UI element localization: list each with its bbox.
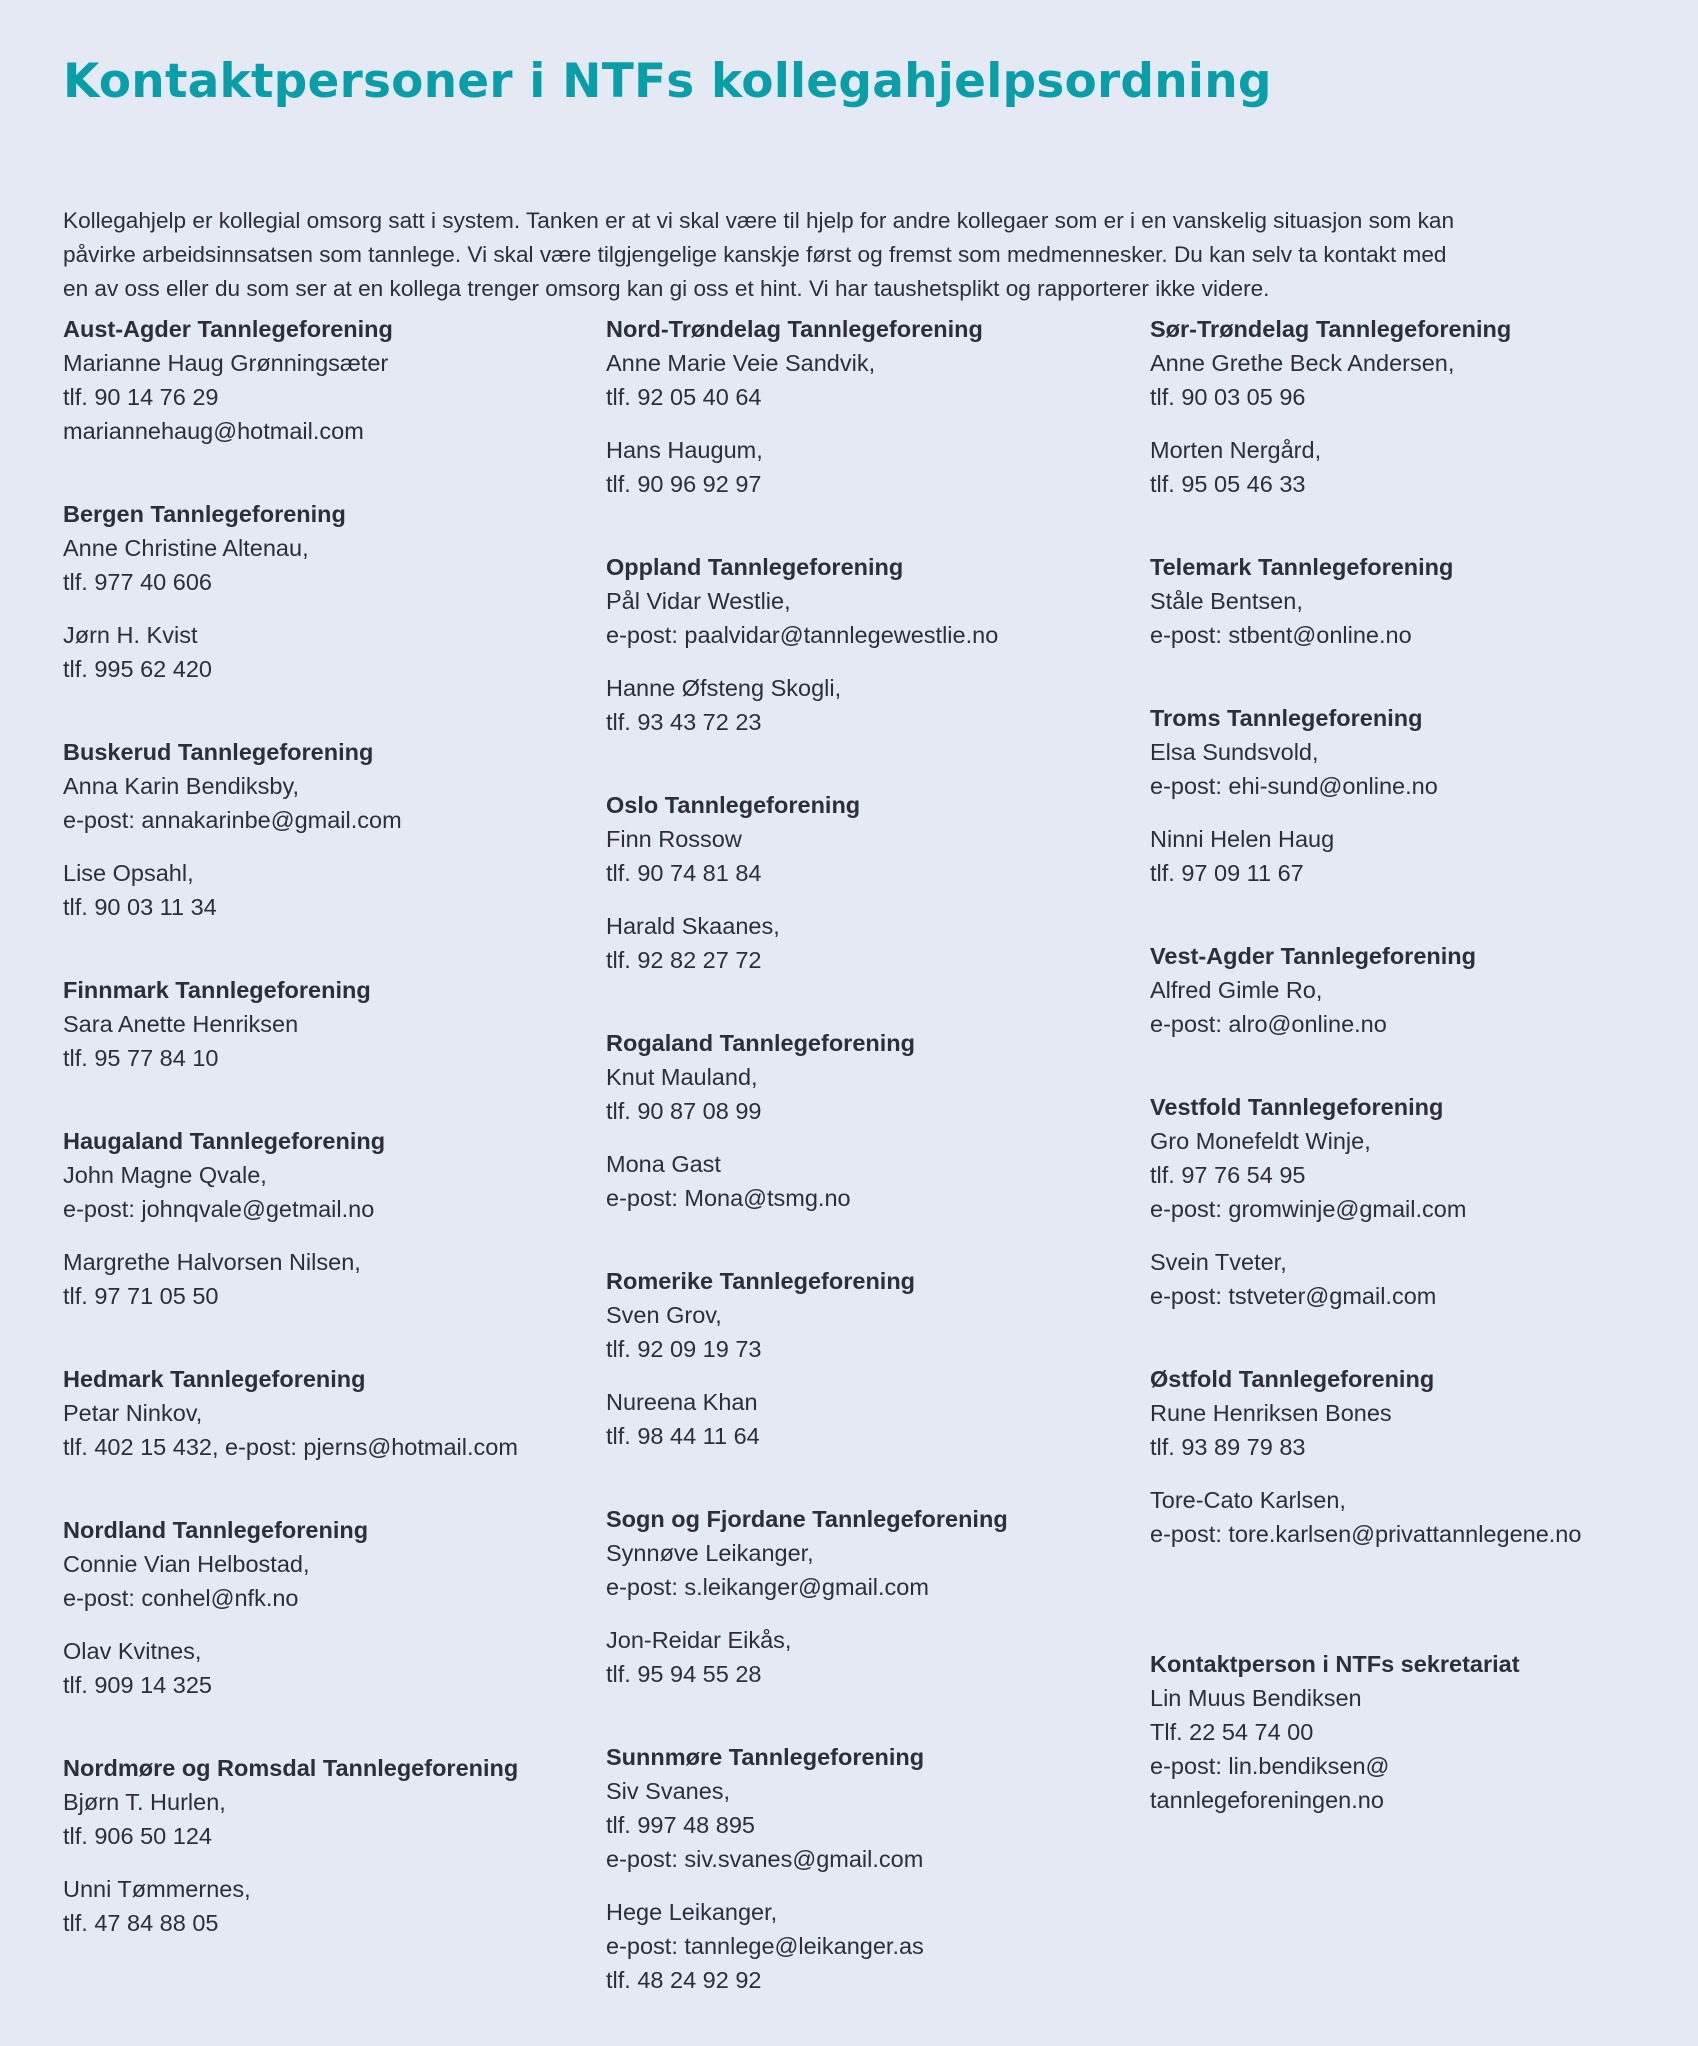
contact-detail: tlf. 93 89 79 83 [1150, 1434, 1306, 1460]
association-name: Sogn og Fjordane Tannlegeforening [606, 1506, 1008, 1532]
association-name: Nordland Tannlegeforening [63, 1517, 369, 1543]
association-section [63, 1124, 593, 1313]
contact-person [63, 1872, 593, 1940]
contact-person [606, 1298, 1146, 1366]
contact-detail: tlf. 47 84 88 05 [63, 1910, 219, 1936]
association-section [63, 1362, 593, 1464]
intro-line: Kollegahjelp er kollegial omsorg satt i system. Tanken er at vi skal være til hjelp for andre kollegaer som er i en vanskelig situasjon som kan [63, 208, 1455, 233]
contact-detail: tlf. 90 74 81 84 [606, 860, 762, 886]
intro-line: påvirke arbeidsinnsatsen som tannlege. Vi skal være tilgjengelige kanskje først og fremst som medmennesker. Du kan selv ta kontakt med [63, 242, 1447, 267]
contact-detail: e-post: tstveter@gmail.com [1150, 1283, 1437, 1309]
contact-name: Hanne Øfsteng Skogli, [606, 675, 842, 701]
association-name: Romerike Tannlegeforening [606, 1268, 916, 1294]
contact-person [606, 433, 1146, 501]
contact-person [63, 618, 593, 686]
contact-name: Elsa Sundsvold, [1150, 739, 1319, 765]
contact-person [606, 346, 1146, 414]
contact-person [63, 531, 593, 599]
contact-columns [63, 312, 1683, 2012]
association-name: Sunnmøre Tannlegeforening [606, 1744, 925, 1770]
secretariat-line: Lin Muus Bendiksen [1150, 1685, 1362, 1711]
secretariat-title: Kontaktperson i NTFs sekretariat [1150, 1651, 1520, 1677]
secretariat-line: Tlf. 22 54 74 00 [1150, 1719, 1314, 1745]
association-section [1150, 701, 1690, 890]
contact-detail: tlf. 97 76 54 95 [1150, 1162, 1306, 1188]
contact-name: Margrethe Halvorsen Nilsen, [63, 1249, 361, 1275]
association-section [606, 788, 1146, 977]
contact-person [1150, 1124, 1690, 1226]
association-name: Troms Tannlegeforening [1150, 705, 1423, 731]
contact-detail: e-post: alro@online.no [1150, 1011, 1387, 1037]
association-section [606, 1026, 1146, 1215]
contact-detail: tlf. 95 77 84 10 [63, 1045, 219, 1071]
contact-person [606, 584, 1146, 652]
contact-person [1150, 735, 1690, 803]
association-name: Rogaland Tannlegeforening [606, 1030, 915, 1056]
contact-name: Marianne Haug Grønningsæter [63, 350, 389, 376]
contact-person [606, 1536, 1146, 1604]
contact-detail: tlf. 92 82 27 72 [606, 947, 762, 973]
contact-person [606, 909, 1146, 977]
contact-name: Petar Ninkov, [63, 1400, 203, 1426]
contact-detail: tlf. 906 50 124 [63, 1823, 212, 1849]
contact-person [606, 1060, 1146, 1128]
contact-name: Sara Anette Henriksen [63, 1011, 299, 1037]
contact-name: Finn Rossow [606, 826, 742, 852]
contact-person [1150, 584, 1690, 652]
contact-detail: tlf. 93 43 72 23 [606, 709, 762, 735]
association-section [606, 1502, 1146, 1691]
contact-name: Mona Gast [606, 1151, 721, 1177]
contact-person [63, 346, 593, 448]
contact-person [1150, 1245, 1690, 1313]
contact-person [63, 1547, 593, 1615]
association-name: Buskerud Tannlegeforening [63, 739, 374, 765]
contact-person [606, 1385, 1146, 1453]
contact-name: Gro Monefeldt Winje, [1150, 1128, 1371, 1154]
contact-name: John Magne Qvale, [63, 1162, 267, 1188]
contact-detail: tlf. 98 44 11 64 [606, 1423, 760, 1449]
contact-person [63, 1007, 593, 1075]
association-section [606, 1264, 1146, 1453]
column-1 [63, 312, 593, 1989]
contact-name: Knut Mauland, [606, 1064, 758, 1090]
contact-detail: e-post: gromwinje@gmail.com [1150, 1196, 1467, 1222]
association-section [606, 312, 1146, 501]
intro-text [63, 204, 1663, 306]
contact-person [606, 1895, 1146, 1997]
contact-person [606, 1623, 1146, 1691]
contact-person [63, 1785, 593, 1853]
association-name: Aust-Agder Tannlegeforening [63, 316, 393, 342]
association-section [63, 1513, 593, 1702]
association-section [63, 1751, 593, 1940]
association-section [606, 550, 1146, 739]
contact-name: Rune Henriksen Bones [1150, 1400, 1392, 1426]
contact-person [63, 856, 593, 924]
secretariat-line: e-post: lin.bendiksen@ [1150, 1753, 1390, 1779]
contact-name: Harald Skaanes, [606, 913, 780, 939]
contact-name: Bjørn T. Hurlen, [63, 1789, 226, 1815]
contact-detail: tlf. 97 09 11 67 [1150, 860, 1304, 886]
association-section [1150, 939, 1690, 1041]
contact-name: Unni Tømmernes, [63, 1876, 251, 1902]
contact-name: Tore-Cato Karlsen, [1150, 1487, 1346, 1513]
contact-name: Svein Tveter, [1150, 1249, 1287, 1275]
secretariat-line: tannlegeforeningen.no [1150, 1787, 1384, 1813]
contact-name: Connie Vian Helbostad, [63, 1551, 310, 1577]
association-name: Bergen Tannlegeforening [63, 501, 346, 527]
association-name: Nord-Trøndelag Tannlegeforening [606, 316, 983, 342]
contact-detail: e-post: s.leikanger@gmail.com [606, 1574, 929, 1600]
contact-person [606, 1774, 1146, 1876]
contact-name: Ninni Helen Haug [1150, 826, 1335, 852]
contact-name: Pål Vidar Westlie, [606, 588, 791, 614]
contact-detail: tlf. 92 09 19 73 [606, 1336, 762, 1362]
association-section [1150, 1090, 1690, 1313]
contact-name: Anne Marie Veie Sandvik, [606, 350, 876, 376]
association-section [63, 735, 593, 924]
association-section [63, 312, 593, 448]
association-name: Finnmark Tannlegeforening [63, 977, 371, 1003]
contact-person [63, 1634, 593, 1702]
association-name: Oslo Tannlegeforening [606, 792, 861, 818]
contact-person [606, 671, 1146, 739]
contact-name: Anna Karin Bendiksby, [63, 773, 300, 799]
contact-detail: tlf. 995 62 420 [63, 656, 212, 682]
association-name: Vest-Agder Tannlegeforening [1150, 943, 1476, 969]
contact-name: Jørn H. Kvist [63, 622, 198, 648]
contact-name: Alfred Gimle Ro, [1150, 977, 1323, 1003]
contact-detail: e-post: annakarinbe@gmail.com [63, 807, 402, 833]
contact-person [1150, 1396, 1690, 1464]
secretariat-contact [1150, 1647, 1520, 1817]
contact-detail: tlf. 95 94 55 28 [606, 1661, 762, 1687]
contact-detail: tlf. 402 15 432, e-post: pjerns@hotmail.com [63, 1434, 518, 1460]
contact-detail: tlf. 92 05 40 64 [606, 384, 762, 410]
contact-person [63, 1245, 593, 1313]
contact-detail: e-post: johnqvale@getmail.no [63, 1196, 375, 1222]
contact-name: Ståle Bentsen, [1150, 588, 1303, 614]
contact-person [1150, 1483, 1690, 1551]
association-section [1150, 1362, 1690, 1551]
contact-detail: e-post: paalvidar@tannlegewestlie.no [606, 622, 999, 648]
contact-detail: tlf. 90 96 92 97 [606, 471, 762, 497]
association-name: Nordmøre og Romsdal Tannlegeforening [63, 1755, 519, 1781]
contact-name: Sven Grov, [606, 1302, 722, 1328]
contact-person [63, 1158, 593, 1226]
contact-detail: tlf. 90 03 05 96 [1150, 384, 1306, 410]
association-name: Oppland Tannlegeforening [606, 554, 904, 580]
contact-person [606, 822, 1146, 890]
contact-detail: mariannehaug@hotmail.com [63, 418, 364, 444]
association-name: Telemark Tannlegeforening [1150, 554, 1454, 580]
association-section [63, 973, 593, 1075]
contact-person [1150, 822, 1690, 890]
contact-name: Olav Kvitnes, [63, 1638, 202, 1664]
association-name: Haugaland Tannlegeforening [63, 1128, 386, 1154]
contact-person [1150, 973, 1690, 1041]
column-2 [606, 312, 1146, 2046]
contact-detail: tlf. 997 48 895 [606, 1812, 755, 1838]
contact-person [63, 1396, 593, 1464]
contact-name: Hans Haugum, [606, 437, 763, 463]
contact-detail: e-post: tannlege@leikanger.as [606, 1933, 924, 1959]
contact-detail: e-post: siv.svanes@gmail.com [606, 1846, 924, 1872]
contact-person [1150, 433, 1690, 501]
association-name: Østfold Tannlegeforening [1150, 1366, 1435, 1392]
association-name: Hedmark Tannlegeforening [63, 1366, 366, 1392]
association-section [1150, 550, 1690, 652]
contact-person [606, 1147, 1146, 1215]
contact-detail: tlf. 48 24 92 92 [606, 1967, 762, 1993]
contact-name: Morten Nergård, [1150, 437, 1322, 463]
association-section [606, 1740, 1146, 1997]
association-name: Sør-Trøndelag Tannlegeforening [1150, 316, 1512, 342]
contact-detail: e-post: Mona@tsmg.no [606, 1185, 851, 1211]
association-section [1150, 312, 1690, 501]
contact-name: Hege Leikanger, [606, 1899, 778, 1925]
contact-detail: tlf. 97 71 05 50 [63, 1283, 219, 1309]
contact-detail: e-post: tore.karlsen@privattannlegene.no [1150, 1521, 1582, 1547]
association-section [63, 497, 593, 686]
contact-name: Synnøve Leikanger, [606, 1540, 814, 1566]
contact-name: Lise Opsahl, [63, 860, 194, 886]
contact-name: Siv Svanes, [606, 1778, 731, 1804]
contact-detail: tlf. 90 03 11 34 [63, 894, 217, 920]
intro-line: en av oss eller du som ser at en kollega trenger omsorg kan gi oss et hint. Vi har taushetsplikt og rapporterer ikke videre. [63, 276, 1270, 301]
association-name: Vestfold Tannlegeforening [1150, 1094, 1444, 1120]
contact-name: Jon-Reidar Eikås, [606, 1627, 792, 1653]
contact-detail: e-post: ehi-sund@online.no [1150, 773, 1438, 799]
contact-name: Anne Christine Altenau, [63, 535, 309, 561]
contact-detail: tlf. 90 87 08 99 [606, 1098, 762, 1124]
contact-detail: tlf. 977 40 606 [63, 569, 212, 595]
column-3 [1150, 312, 1690, 1813]
contact-person [1150, 346, 1690, 414]
contact-detail: tlf. 909 14 325 [63, 1672, 212, 1698]
contact-detail: tlf. 95 05 46 33 [1150, 471, 1306, 497]
page-title: Kontaktpersoner i NTFs kollegahjelpsordning [63, 54, 1272, 109]
contact-detail: e-post: conhel@nfk.no [63, 1585, 299, 1611]
contact-name: Nureena Khan [606, 1389, 758, 1415]
contact-name: Anne Grethe Beck Andersen, [1150, 350, 1455, 376]
contact-detail: e-post: stbent@online.no [1150, 622, 1412, 648]
contact-person [63, 769, 593, 837]
contact-detail: tlf. 90 14 76 29 [63, 384, 219, 410]
